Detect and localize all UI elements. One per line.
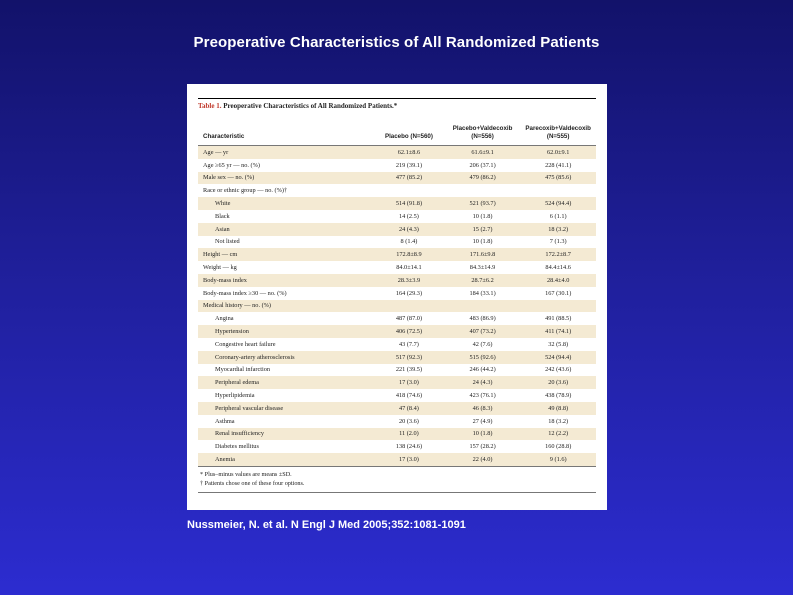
table-body [198,146,596,467]
cell-placebo-valdecoxib: 10 (1.8) [472,212,493,220]
footnote-plus-minus: * Plus–minus values are means ±SD. [200,470,292,478]
row-label: Weight — kg [203,264,237,272]
footnote-race-options: † Patients chose one of these four options. [200,479,305,487]
header-parecoxib-valdecoxib [520,116,596,146]
cell-parecoxib-valdecoxib: 62.0±9.1 [520,146,596,159]
table-footnotes [198,470,596,488]
cell-placebo: 138 (24.6) [395,443,423,451]
cell-placebo: 17 (3.0) [373,453,445,466]
row-label: Age ≥65 yr — no. (%) [203,161,260,169]
cell-placebo: 20 (3.6) [398,417,419,425]
cell-parecoxib-valdecoxib: 524 (94.4) [520,351,596,364]
cell-placebo: 8 (1.4) [400,238,418,246]
row-label: Hypertension [198,325,373,338]
table-row [198,261,596,274]
cell-parecoxib-valdecoxib: 160 (28.8) [545,443,572,451]
table-row [198,415,596,428]
cell-placebo: 17 (3.0) [373,376,445,389]
table-row [198,312,596,325]
cell-parecoxib-valdecoxib: 491 (88.5) [545,315,572,323]
cell-placebo-valdecoxib: 483 (86.9) [469,315,496,323]
slide-title: Preoperative Characteristics of All Randomized Patients [193,34,600,51]
cell-placebo-valdecoxib: 22 (4.0) [445,453,521,466]
table-row [198,210,596,223]
header-characteristic: Characteristic [198,116,373,146]
row-label: Black [215,212,230,220]
cell-parecoxib-valdecoxib: 172.2±8.7 [520,248,596,261]
header-parecoxib-valdecoxib-line1: Parecoxib+Valdecoxib [525,125,591,132]
row-label: Angina [215,315,234,323]
cell-placebo: 84.0±14.1 [396,264,422,272]
characteristics-table [198,116,596,467]
cell-parecoxib-valdecoxib: 20 (3.6) [520,376,596,389]
cell-parecoxib-valdecoxib: 242 (43.6) [545,366,572,374]
cell-parecoxib-valdecoxib: 18 (3.2) [520,223,596,236]
table-row [198,184,596,197]
cell-placebo: 221 (39.5) [395,366,423,374]
cell-placebo-valdecoxib: 515 (92.6) [445,351,521,364]
cell-placebo: 43 (7.7) [398,340,419,348]
cell-placebo-valdecoxib: 407 (73.2) [445,325,521,338]
cell-placebo: 514 (91.8) [373,197,445,210]
table-row [198,236,596,249]
row-label: Asthma [215,417,235,425]
cell-placebo: 172.8±8.9 [373,248,445,261]
table-row [198,197,596,210]
table-row [198,453,596,466]
cell-parecoxib-valdecoxib: 438 (78.9) [545,392,572,400]
cell-placebo-valdecoxib: 171.6±9.8 [445,248,521,261]
cell-parecoxib-valdecoxib: 167 (30.1) [545,289,572,297]
cell-placebo: 62.1±8.6 [373,146,445,159]
table-row [198,364,596,377]
cell-placebo-valdecoxib: 84.3±14.9 [469,264,496,272]
table-row [198,440,596,453]
table-title: Preoperative Characteristics of All Randomized Patients.* [223,102,398,110]
cell-parecoxib-valdecoxib: 49 (8.8) [520,402,596,415]
row-label: Renal insufficiency [198,428,373,441]
header-placebo: Placebo (N=560) [373,116,445,146]
row-label: Asian [198,223,373,236]
table-number: Table 1. [198,102,222,110]
row-label: Race or ethnic group — no. (%)† [203,187,288,195]
cell-parecoxib-valdecoxib: 524 (94.4) [520,197,596,210]
row-label: Body-mass index ≥30 — no. (%) [203,289,287,297]
cell-parecoxib-valdecoxib: 12 (2.2) [520,428,596,441]
table-row [198,428,596,441]
cell-placebo [373,184,445,197]
cell-parecoxib-valdecoxib: 18 (3.2) [548,417,569,425]
cell-parecoxib-valdecoxib: 32 (5.8) [548,340,569,348]
cell-placebo-valdecoxib: 28.7±6.2 [445,274,521,287]
cell-placebo-valdecoxib: 10 (1.8) [445,428,521,441]
cell-parecoxib-valdecoxib: 6 (1.1) [549,212,567,220]
cell-placebo [373,300,445,313]
row-label: Anemia [198,453,373,466]
cell-placebo-valdecoxib: 24 (4.3) [445,376,521,389]
cell-parecoxib-valdecoxib: 7 (1.3) [549,238,567,246]
row-label: Diabetes mellitus [215,443,259,451]
cell-parecoxib-valdecoxib: 228 (41.1) [545,161,572,169]
table-header-row [198,116,596,146]
row-label: Congestive heart failure [215,340,276,348]
row-label: Body-mass index [198,274,373,287]
cell-parecoxib-valdecoxib: 84.4±14.6 [545,264,571,272]
table-row [198,325,596,338]
cell-placebo-valdecoxib: 184 (33.1) [469,289,496,297]
cell-placebo-valdecoxib: 423 (76.1) [469,392,496,400]
cell-placebo: 517 (92.3) [373,351,445,364]
cell-placebo: 11 (2.0) [373,428,445,441]
table-row [198,223,596,236]
table-caption [198,98,596,113]
row-label: Male sex — no. (%) [198,172,373,185]
row-label: Myocardial infarction [215,366,271,374]
cell-placebo-valdecoxib [445,184,521,197]
cell-parecoxib-valdecoxib: 28.4±4.0 [520,274,596,287]
row-label: Peripheral edema [198,376,373,389]
row-label: White [198,197,373,210]
cell-placebo: 14 (2.5) [398,212,419,220]
table-row [198,287,596,300]
header-placebo-valdecoxib [445,116,521,146]
table-row [198,351,596,364]
cell-placebo-valdecoxib [445,300,521,313]
cell-parecoxib-valdecoxib: 411 (74.1) [520,325,596,338]
cell-placebo: 47 (8.4) [373,402,445,415]
table-row [198,376,596,389]
cell-placebo-valdecoxib: 15 (2.7) [445,223,521,236]
cell-placebo: 28.3±3.9 [373,274,445,287]
cell-placebo: 406 (72.5) [373,325,445,338]
table-row [198,274,596,287]
cell-placebo: 487 (87.0) [395,315,423,323]
cell-placebo-valdecoxib: 246 (44.2) [469,366,496,374]
cell-placebo: 219 (39.1) [395,161,423,169]
header-placebo-valdecoxib-line2: (N=556) [471,132,494,140]
table-document [187,84,607,510]
cell-placebo-valdecoxib: 46 (8.3) [445,402,521,415]
cell-placebo: 418 (74.6) [395,392,423,400]
table-row [198,172,596,185]
row-label: Age — yr [198,146,373,159]
table-row [198,389,596,402]
cell-placebo-valdecoxib: 10 (1.8) [472,238,493,246]
row-label: Coronary-artery atherosclerosis [198,351,373,364]
cell-placebo-valdecoxib: 27 (4.9) [472,417,493,425]
row-label: Peripheral vascular disease [198,402,373,415]
cell-placebo: 24 (4.3) [373,223,445,236]
table-row [198,146,596,159]
cell-parecoxib-valdecoxib [520,300,596,313]
cell-parecoxib-valdecoxib [520,184,596,197]
bottom-rule [198,492,596,493]
cell-placebo-valdecoxib: 42 (7.6) [472,340,493,348]
cell-placebo-valdecoxib: 61.6±9.1 [445,146,521,159]
table-row [198,338,596,351]
row-label: Medical history — no. (%) [198,300,373,313]
header-parecoxib-valdecoxib-line2: (N=555) [546,132,570,140]
table-row [198,248,596,261]
citation: Nussmeier, N. et al. N Engl J Med 2005;352:1081-1091 [187,519,466,531]
cell-placebo-valdecoxib: 521 (93.7) [445,197,521,210]
table-row [198,159,596,172]
header-placebo-valdecoxib-line1: Placebo+Valdecoxib [452,125,513,132]
cell-placebo-valdecoxib: 157 (28.2) [469,443,496,451]
cell-parecoxib-valdecoxib: 475 (85.6) [520,172,596,185]
cell-placebo-valdecoxib: 206 (37.1) [469,161,496,169]
cell-placebo: 164 (29.3) [395,289,423,297]
cell-placebo-valdecoxib: 479 (86.2) [445,172,521,185]
cell-placebo: 477 (85.2) [373,172,445,185]
row-label: Hyperlipidemia [215,392,255,400]
cell-parecoxib-valdecoxib: 9 (1.6) [520,453,596,466]
table-row [198,402,596,415]
row-label: Not listed [215,238,240,246]
table-row [198,300,596,313]
row-label: Height — cm [198,248,373,261]
